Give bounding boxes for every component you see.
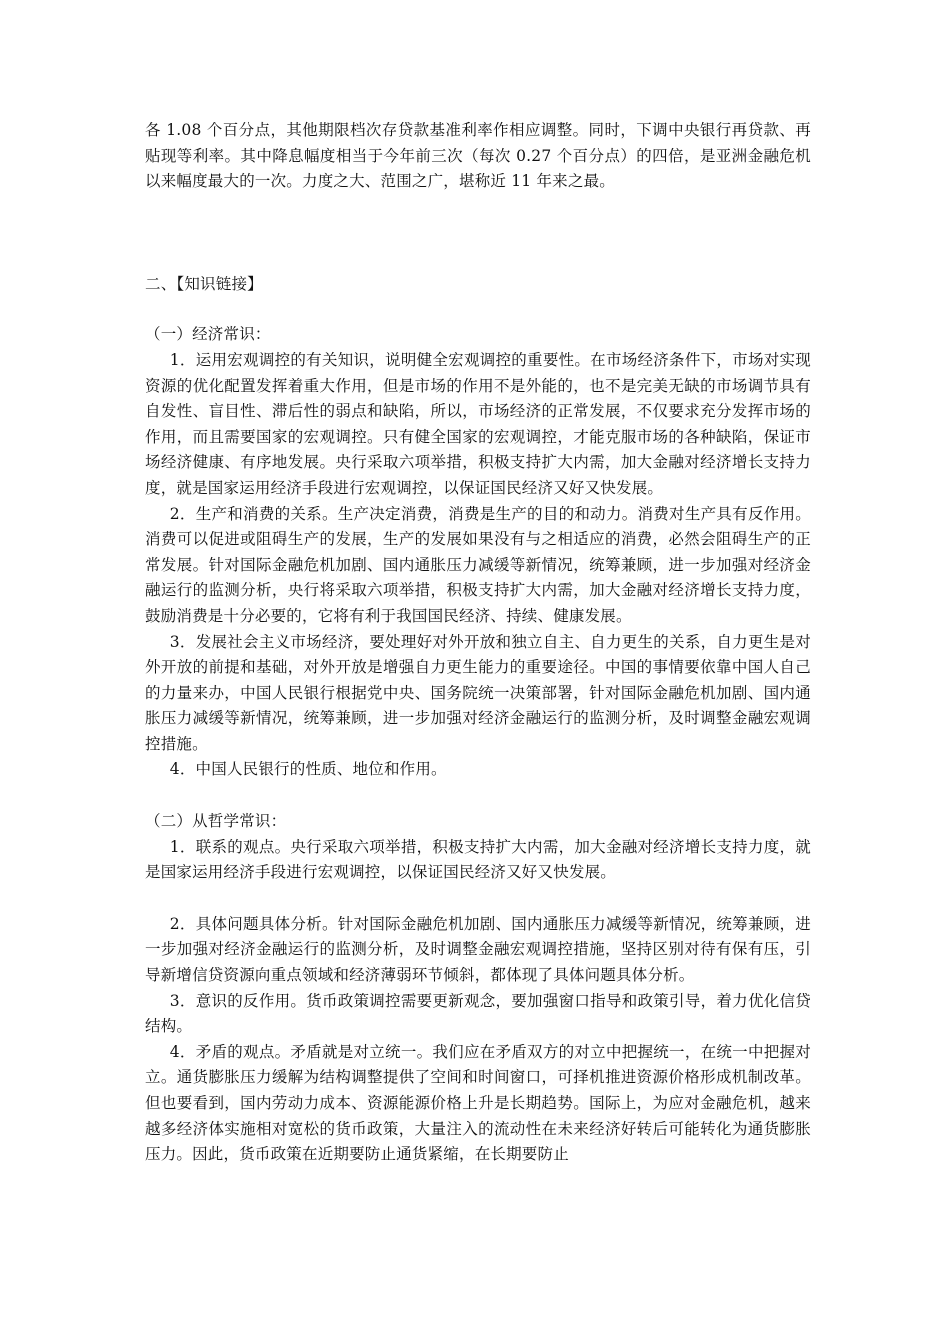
section-title: 二、【知识链接】: [145, 274, 263, 293]
philosophy-heading: （二）从哲学常识：: [145, 812, 287, 831]
economics-item-2: 2．生产和消费的关系。生产决定消费，消费是生产的目的和动力。消费对生产具有反作用。消费可以促进或阻碍生产的发展，生产的发展如果没有与之相适应的消费，必然会阻碍生产的正常发展。针对国际金融危机加剧、国内通胀压力减缓等新情况，统筹兼顾，进一步加强对经济金融运行的监测分析，央行将采取六项举措，积极支持扩大内需，加大金融对经济增长支持力度，鼓励消费是十分必要的，它将有利于我国国民经济、持续、健康发展。: [145, 504, 811, 625]
document-page: [145, 118, 811, 1168]
philosophy-item-3: 3．意识的反作用。货币政策调控需要更新观念，要加强窗口指导和政策引导，着力优化信贷结构。: [145, 991, 811, 1036]
economics-item-1: 1．运用宏观调控的有关知识，说明健全宏观调控的重要性。在市场经济条件下，市场对实现资源的优化配置发挥着重大作用，但是市场的作用不是外能的，也不是完美无缺的市场调节具有自发性、盲目性、滞后性的弱点和缺陷，所以，市场经济的正常发展，不仅要求充分发挥市场的作用，而且需要国家的宏观调控。只有健全国家的宏观调控，才能克服市场的各种缺陷，保证市场经济健康、有序地发展。央行采取六项举措，积极支持扩大内需，加大金融对经济增长支持力度，就是国家运用经济手段进行宏观调控，以保证国民经济又好又快发展。: [145, 350, 811, 497]
economics-item-3: 3．发展社会主义市场经济，要处理好对外开放和独立自主、自力更生的关系，自力更生是对外开放的前提和基础，对外开放是增强自力更生能力的重要途径。中国的事情要依靠中国人自己的力量来办，中国人民银行根据党中央、国务院统一决策部署，针对国际金融危机加剧、国内通胀压力减缓等新情况，统筹兼顾，进一步加强对经济金融运行的监测分析，及时调整金融宏观调控措施。: [145, 632, 811, 753]
philosophy-item-1: 1．联系的观点。央行采取六项举措，积极支持扩大内需，加大金融对经济增长支持力度，就是国家运用经济手段进行宏观调控，以保证国民经济又好又快发展。: [145, 837, 811, 882]
spacer: [145, 886, 811, 912]
spacer: [145, 195, 811, 272]
intro-paragraph: 各 1.08 个百分点，其他期限档次存贷款基准利率作相应调整。同时，下调中央银行再贷款、再贴现等利率。其中降息幅度相当于今年前三次（每次 0.27 个百分点）的四倍，是亚洲金融危机以来幅度最大的一次。力度之大、范围之广，堪称近 11 年来之最。: [145, 121, 811, 191]
spacer: [145, 783, 811, 809]
economics-heading: （一）经济常识：: [145, 325, 271, 344]
spacer: [145, 297, 811, 322]
philosophy-item-4: 4．矛盾的观点。矛盾就是对立统一。我们应在矛盾双方的对立中把握统一，在统一中把握对立。通货膨胀压力缓解为结构调整提供了空间和时间窗口，可择机推进资源价格形成机制改革。但也要看到，国内劳动力成本、资源能源价格上升是长期趋势。国际上，为应对金融危机，越来越多经济体实施相对宽松的货币政策，大量注入的流动性在未来经济好转后可能转化为通货膨胀压力。因此，货币政策在近期要防止通货紧缩，在长期要防止: [145, 1042, 811, 1164]
economics-item-4: 4．中国人民银行的性质、地位和作用。: [169, 760, 447, 779]
philosophy-item-2: 2．具体问题具体分析。针对国际金融危机加剧、国内通胀压力减缓等新情况，统筹兼顾，进一步加强对经济金融运行的监测分析，及时调整金融宏观调控措施，坚持区别对待有保有压，引导新增信贷资源向重点领域和经济薄弱环节倾斜，都体现了具体问题具体分析。: [145, 914, 811, 985]
